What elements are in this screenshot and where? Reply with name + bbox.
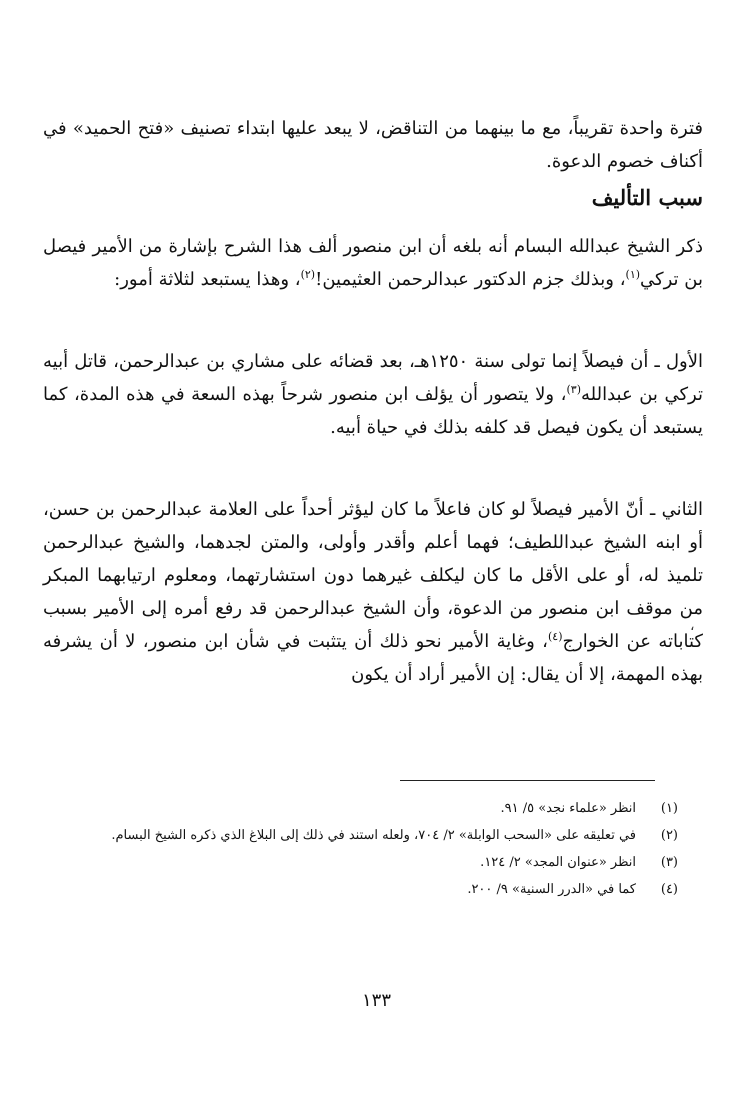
page-number: ١٣٣ [361,990,391,1011]
section-heading: سبب التأليف [591,185,703,210]
footnote-ref[interactable]: (٣) [566,383,581,396]
paragraph-second-reason [43,493,703,691]
footnote-text: كما في «الدرر السنية» ٩/ ٢٠٠. [467,882,636,897]
footnote-number: (٣) [660,855,678,870]
paragraph-text: ، وبذلك جزم الدكتور عبدالرحمن العثيمين! [315,269,626,290]
footnote [73,822,678,849]
paragraph-text: ، وغاية الأمير نحو ذلك أن يتثبت في شأن ابن منصور، لا أن يشرفه بهذه المهمة، إلا أن يقال: إن الأمير أراد أن يكون [43,631,703,685]
footnote-number: (٤) [660,882,678,897]
footnote-ref[interactable]: (٢) [300,268,316,281]
footnote [73,876,678,903]
footnote-ref[interactable]: (١) [625,268,641,281]
paragraph-text: ، ولا يتصور أن يؤلف ابن منصور شرحاً بهذه السعة في هذه المدة، كما يستبعد أن يكون فيصل قد كلفه بذلك في حياة أبيه. [43,384,703,438]
paragraph-reason-intro [43,230,703,296]
paragraph-text: ذكر الشيخ عبدالله البسام أنه بلغه أن ابن منصور ألف هذا الشرح بإشارة من الأمير فيصل بن تركي [43,236,703,290]
intro-paragraph [43,112,703,178]
footnote [73,849,678,876]
footnote-divider [400,780,655,781]
paragraph-text: الثاني ـ أنّ الأمير فيصلاً لو كان فاعلاً ما كان ليؤثر أحداً على العلامة عبدالرحمن بن حسن، أو ابنه الشيخ عبداللطيف؛ فهما أعلم وأقدر وأولى، والمتن لجدهما، والشيخ عبدالرحمن تلميذ له، أو على الأقل ما كان ليكلف غيرهما دون استشارتهما، ومعلوم ارتيابهما المبكر من موقف ابن منصور من الدعوة، وأن الشيخ عبدالرحمن قد رفع أمره إلى الأمير بسبب كتاباته عن الخوارج [43,499,703,652]
footnotes [73,795,678,903]
intro-text: فترة واحدة تقريباً، مع ما بينهما من التناقض، لا يبعد عليها ابتداء تصنيف «فتح الحميد» في أكناف خصوم الدعوة. [43,118,704,172]
footnote [73,795,678,822]
footnote-text: انظر «عنوان المجد» ٢/ ١٢٤. [480,855,636,870]
paragraph-first-reason [43,345,703,444]
paragraph-text: ، وهذا يستبعد لثلاثة أمور: [114,269,301,290]
footnote-ref[interactable]: (٤) [547,630,563,643]
margin-mark: ، [690,618,695,634]
footnote-text: في تعليقه على «السحب الوابلة» ٢/ ٧٠٤، ولعله استند في ذلك إلى البلاغ الذي ذكره الشيخ البسام. [111,828,636,843]
footnote-number: (٢) [660,828,678,843]
footnote-text: انظر «علماء نجد» ٥/ ٩١. [500,801,636,816]
footnote-number: (١) [660,801,678,816]
paragraph-text: الأول ـ أن فيصلاً إنما تولى سنة ١٢٥٠هـ، بعد قضائه على مشاري بن عبدالرحمن، قاتل أبيه تركي بن عبدالله [43,351,703,405]
